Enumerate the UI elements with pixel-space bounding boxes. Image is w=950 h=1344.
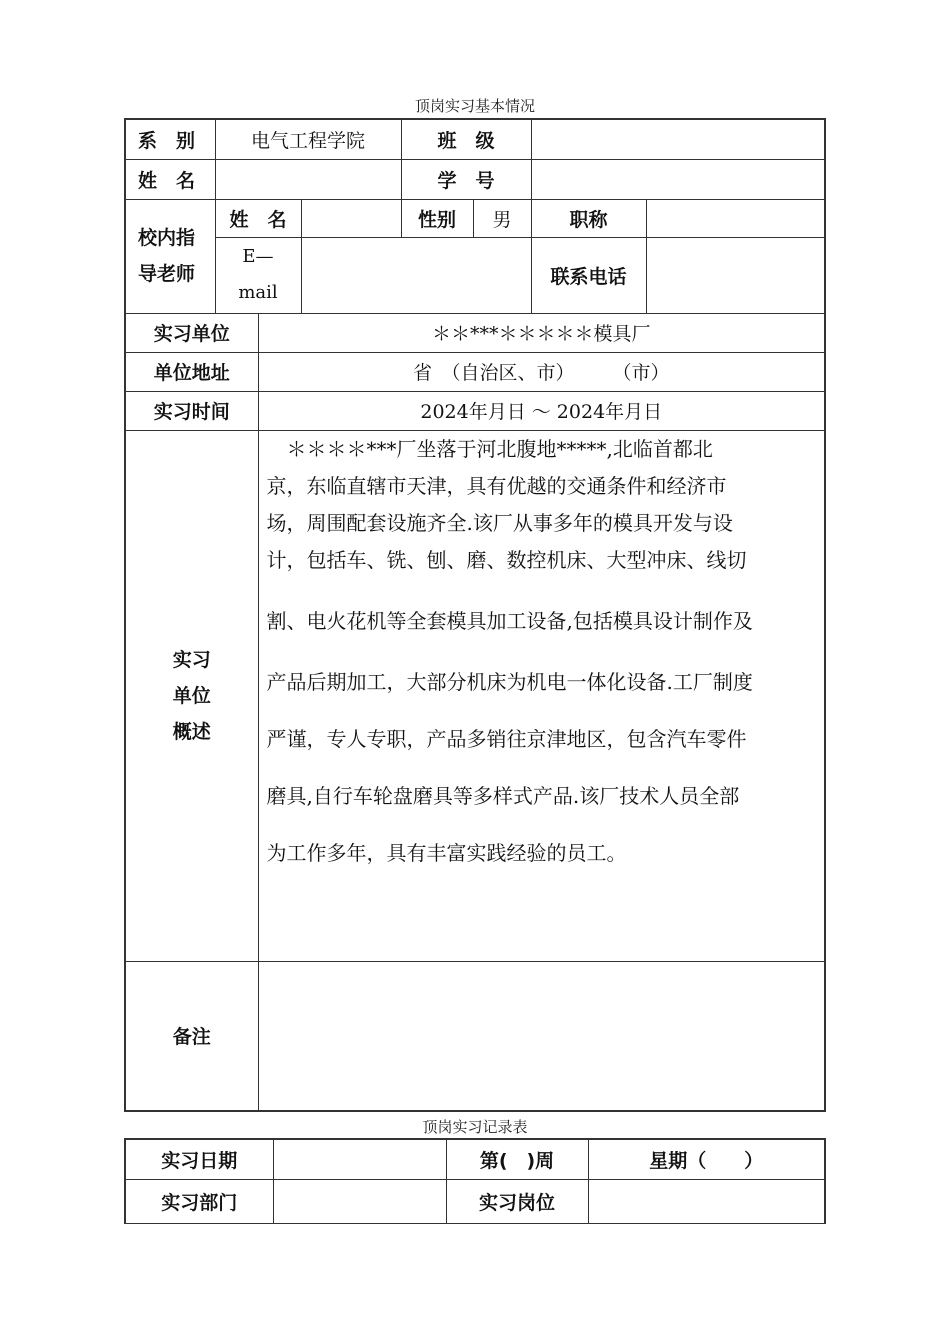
overview-line: 计，包括车、铣、刨、磨、数控机床、大型冲床、线切 [266, 547, 747, 572]
record-post-value[interactable] [588, 1179, 825, 1223]
overview-label [125, 430, 258, 961]
overview-line: 产品后期加工，大部分机床为机电一体化设备.工厂制度 [266, 669, 753, 694]
student-no-value[interactable] [531, 159, 825, 199]
overview-label-line2: 单位 [172, 684, 211, 707]
record-weekday-label[interactable]: 星期（ ） [588, 1139, 825, 1179]
overview-line: 场，周围配套设施齐全.该厂从事多年的模具开发与设 [266, 510, 733, 535]
phone-value[interactable] [646, 237, 825, 313]
overview-line: 磨具,自行车轮盘磨具等多样式产品.该厂技术人员全部 [266, 783, 740, 808]
title-label: 职称 [531, 199, 646, 237]
email-label-line2: mail [238, 282, 278, 303]
class-value[interactable] [531, 119, 825, 159]
overview-line: 割、电火花机等全套模具加工设备,包括模具设计制作及 [266, 608, 753, 633]
overview-line: ＊＊＊＊***厂坐落于河北腹地*****,北临首都北 [266, 436, 713, 461]
record-post-label: 实习岗位 [446, 1179, 588, 1223]
overview-text[interactable] [258, 430, 825, 961]
caption-record: 顶岗实习记录表 [422, 1118, 528, 1136]
name-value[interactable] [215, 159, 401, 199]
overview-line: 为工作多年，具有丰富实践经验的员工。 [266, 840, 627, 865]
remarks-value[interactable] [258, 961, 825, 1111]
caption-basic-info: 顶岗实习基本情况 [414, 97, 535, 115]
time-label: 实习时间 [125, 391, 258, 430]
overview-line: 严谨，专人专职，产品多销往京津地区，包含汽车零件 [266, 726, 747, 751]
record-dept-label: 实习部门 [125, 1179, 273, 1223]
basic-info-table [124, 118, 826, 1112]
record-date-value[interactable] [273, 1139, 446, 1179]
email-label-line1: E— [242, 246, 274, 267]
unit-label: 实习单位 [125, 313, 258, 352]
record-date-label: 实习日期 [125, 1139, 273, 1179]
advisor-label-line2: 导老师 [138, 263, 196, 285]
class-label: 班 级 [401, 119, 531, 159]
record-table [124, 1138, 826, 1224]
gender-value[interactable]: 男 [473, 199, 531, 237]
address-value[interactable]: 省 （自治区、市） （市） [258, 352, 825, 391]
title-value[interactable] [646, 199, 825, 237]
dept-label: 系 别 [125, 119, 215, 159]
email-value[interactable] [301, 237, 531, 313]
advisor-label-line1: 校内指 [138, 227, 196, 249]
advisor-label [125, 199, 215, 313]
advisor-name-label: 姓 名 [215, 199, 301, 237]
phone-label: 联系电话 [531, 237, 646, 313]
record-dept-value[interactable] [273, 1179, 446, 1223]
time-value[interactable]: 2024年月日 ～ 2024年月日 [258, 391, 825, 430]
unit-value[interactable]: ＊＊***＊＊＊＊＊模具厂 [258, 313, 825, 352]
overview-label-line3: 概述 [172, 720, 211, 743]
overview-label-line1: 实习 [172, 648, 211, 671]
record-week-label[interactable]: 第( )周 [446, 1139, 588, 1179]
name-label: 姓 名 [125, 159, 215, 199]
address-label: 单位地址 [125, 352, 258, 391]
overview-line: 京，东临直辖市天津，具有优越的交通条件和经济市 [266, 473, 727, 498]
gender-label: 性别 [401, 199, 473, 237]
advisor-name-value[interactable] [301, 199, 401, 237]
student-no-label: 学 号 [401, 159, 531, 199]
dept-value[interactable]: 电气工程学院 [215, 119, 401, 159]
remarks-label: 备注 [125, 961, 258, 1111]
email-label [215, 237, 301, 313]
